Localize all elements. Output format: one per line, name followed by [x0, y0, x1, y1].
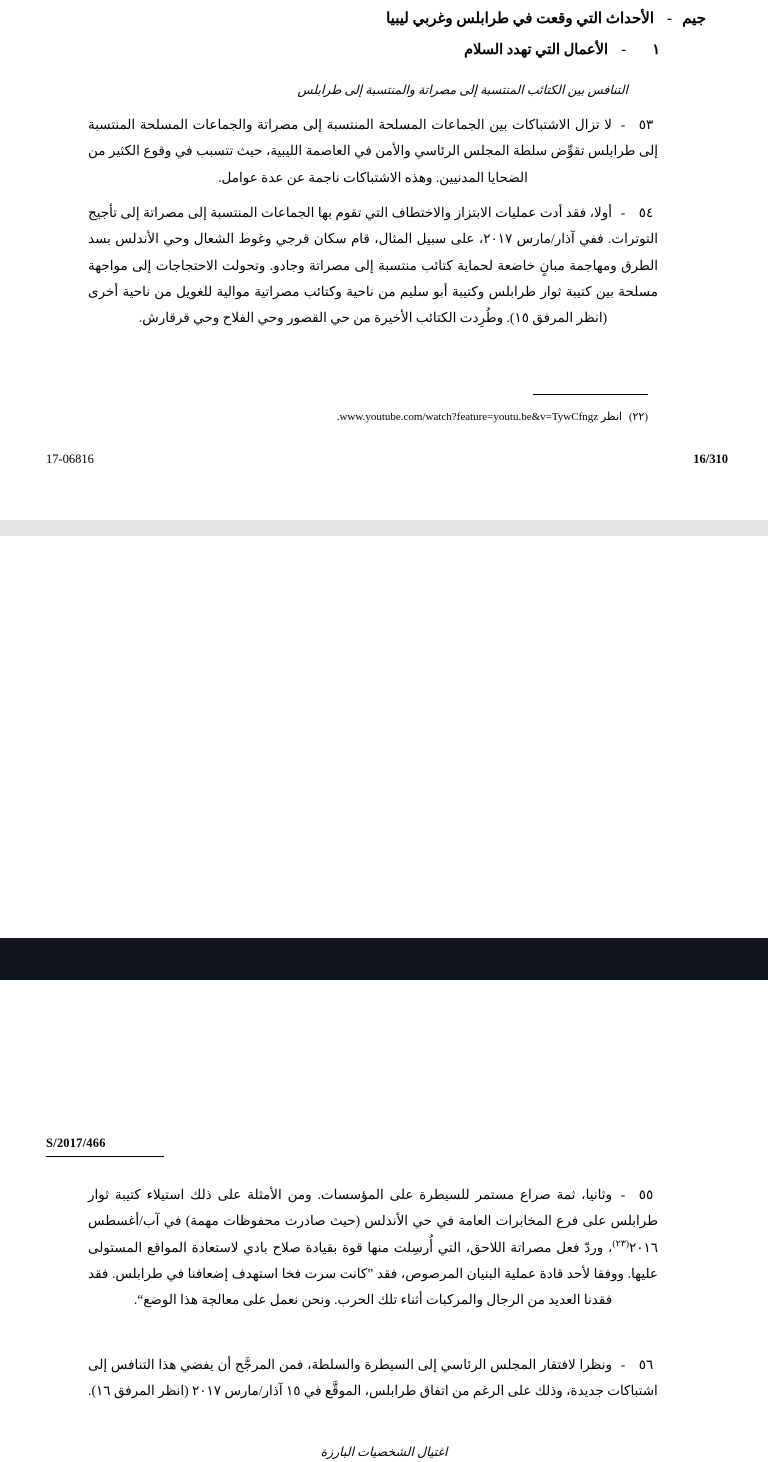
footnote-ref-23[interactable]: (٢٣) — [612, 1239, 629, 1250]
paragraph-55-text-before-ref: وثانيا، ثمة صراع مستمر للسيطرة على المؤسسات. ومن الأمثلة على ذلك استيلاء كتيبة ثوار طرابلس على فرع المخابرات العامة في حي الأندلس (حيث صادرت محفوظات مهمة) في آب/أغسطس ٢٠١٦ — [88, 1187, 658, 1255]
section-heading-c — [120, 8, 706, 31]
document-symbol: S/2017/466 — [46, 1136, 106, 1150]
subsection-heading-1 — [120, 40, 660, 62]
job-number: 17-06816 — [46, 452, 94, 466]
italic-subheading-assassination: اغتيال الشخصيات البارزة — [320, 1445, 448, 1459]
paragraph-56-number: ٥٦ — [638, 1357, 654, 1372]
paragraph-53-text: لا تزال الاشتباكات بين الجماعات المسلحة المنتسبة إلى مصراتة والجماعات المسلحة المنتسبة إلى طرابلس تقوِّض سلطة المجلس الرئاسي والأمن في العاصمة الليبية، حيث تتسبب في وقوع الكثير من الضحايا المدنيين. وهذه الاشتباكات ناجمة عن عدة عوامل. — [88, 117, 658, 185]
footnote-22-terminator: . — [336, 411, 340, 423]
paragraph-53-number: ٥٣ — [638, 117, 654, 132]
footnote-22-lead: انظر — [600, 411, 623, 423]
paragraph-54-number: ٥٤ — [638, 205, 654, 220]
paragraph-55-dash: - — [620, 1187, 626, 1202]
paragraph-56-dash: - — [620, 1357, 626, 1372]
paragraph-53 — [88, 112, 658, 191]
footnote-22 — [160, 409, 648, 426]
document-page-2 — [0, 536, 768, 1459]
footnote-22-url[interactable]: www.youtube.com/watch?feature=youtu.be&v=TywCfngz — [339, 411, 599, 423]
footnote-separator-rule — [533, 394, 648, 395]
paragraph-55 — [88, 1182, 658, 1314]
paragraph-54-dash: - — [620, 205, 626, 220]
paragraph-54 — [88, 200, 658, 332]
page-separator-band — [0, 520, 768, 536]
paragraph-55-number: ٥٥ — [638, 1187, 654, 1202]
paragraph-56-text: ونظرا لافتقار المجلس الرئاسي إلى السيطرة والسلطة، فمن المرجَّح أن يفضي هذا التنافس إلى اشتباكات جديدة، وذلك على الرغم من اتفاق طرابلس، الموقَّع في ١٥ آذار/مارس ٢٠١٧ (انظر المرفق ١٦). — [88, 1357, 658, 1399]
paragraph-53-dash: - — [620, 117, 626, 132]
viewer-bottom-band — [0, 938, 768, 980]
section-heading-c-text: الأحداث التي وقعت في طرابلس وغربي ليبيا — [386, 11, 654, 27]
section-heading-c-label: جيم — [682, 11, 706, 27]
italic-subheading-rivalry: التنافس بين الكتائب المنتسبة إلى مصراتة والمنتسبة إلى طرابلس — [297, 83, 628, 97]
paragraph-56 — [88, 1352, 658, 1405]
document-page-1 — [0, 0, 768, 520]
page-number: 16/310 — [693, 452, 728, 466]
section-heading-c-dash: - — [667, 11, 672, 27]
paragraph-54-text: أولا، فقد أدت عمليات الابتزاز والاختطاف التي تقوم بها الجماعات المنتسبة إلى مصراتة إلى تأجيج التوترات. ففي آذار/مارس ٢٠١٧، على سبيل المثال، قام سكان قرجي وغوط الشعال وحي الأندلس بسد الطرق ومهاجمة مبانٍ خاضعة لحماية كتائب منتسبة إلى مصراتة وجادو. وتحولت الاحتجاجات إلى مواجهة مسلحة بين كتيبة ثوار طرابلس وكتيبة أبو سليم من ناحية وكتائب مصراتية موالية للغويل من ناحية أخرى (انظر المرفق ١٥). وطُرِدت الكتائب الأخيرة من حي القصور وحي الفلاح وحي قرقارش. — [88, 205, 658, 326]
document-symbol-rule — [46, 1156, 164, 1157]
subsection-heading-1-text: الأعمال التي تهدد السلام — [464, 42, 608, 58]
subsection-heading-1-label: ١ — [652, 42, 660, 58]
subsection-heading-1-dash: - — [621, 42, 626, 58]
paragraph-55-text-after-ref: ، وردّ فعل مصراتة اللاحق، التي أُرسِلت منها قوة بقيادة صلاح بادي لاستعادة المواقع المستولى عليها. ووفقا لأحد قادة عملية البنيان المرصوص، فقد ”كانت سرت فخا استهدف إضعافنا في طرابلس. فقد فقدنا العديد من الرجال والمركبات أثناء تلك الحرب. ونحن نعمل على معالجة هذا الوضع“. — [88, 1239, 658, 1308]
footnote-22-marker: (٢٢) — [628, 411, 648, 423]
